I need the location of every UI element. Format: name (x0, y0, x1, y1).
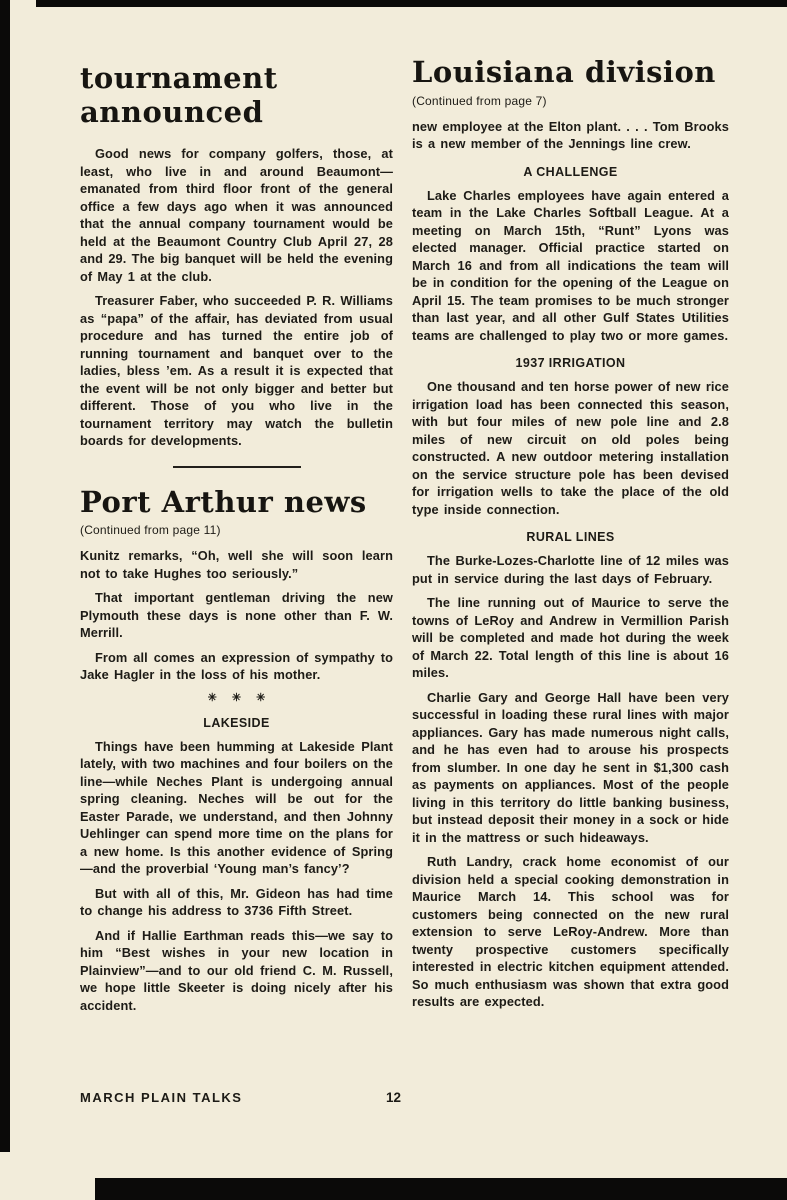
body-paragraph: Ruth Landry, crack home economist of our division held a special cooking demonstration in Maurice March 14. This school was for customers being connected on the new rural extension to serve LeRoy-Andrew. More than twenty prospective customers specifically interested in electric kitchen equipment attended. So much enthusiasm was shown that extra good results are expected. (412, 854, 729, 1010)
body-paragraph: The Burke-Lozes-Charlotte line of 12 miles was put in service during the last days of February. (412, 553, 729, 586)
scan-edge-top (36, 0, 787, 7)
article-louisiana-division (412, 56, 729, 1011)
article-tournament (80, 62, 393, 450)
article-title-port-arthur: Port Arthur news (80, 484, 367, 519)
section-heading-irrigation: 1937 IRRIGATION (515, 356, 626, 371)
subsection-heading-lakeside: LAKESIDE (203, 715, 270, 730)
right-column (412, 56, 729, 1018)
page-number: 12 (385, 1090, 402, 1105)
continued-from-note: (Continued from page 11) (80, 523, 221, 538)
body-paragraph: Lake Charles employees have again entered a team in the Lake Charles Softball League. At a meeting on March 15th, “Runt” Lyons was elected manager. Official practice started on March 16 and from all indications the team will be in condition for the opening of the League on April 15. The team promises to be much stronger than last year, and all other Gulf States Utilities teams are challenged to play two or more games. (412, 187, 729, 343)
article-port-arthur (80, 486, 393, 1015)
left-column (80, 62, 393, 1021)
body-paragraph: Charlie Gary and George Hall have been very successful in loading these rural lines with major appliances. Gary has made numerous night calls, and he has even had to arouse his prospects from slumber. In one day he sent in $1,300 cash as payments on appliances. Most of the people living in this territory do little banking business, but instead deposit their money in a sock or hide it in the mattress or such hideaways. (412, 689, 729, 845)
body-paragraph: And if Hallie Earthman reads this—we say to him “Best wishes in your new location in Plainview”—and to our old friend C. M. Russell, we hope little Skeeter is doing nicely after his accident. (80, 927, 393, 1013)
page-footer (0, 1090, 787, 1110)
body-paragraph: Good news for company golfers, those, at least, who live in and around Beaumont—emanated from third floor front of the general office a few days ago when it was announced that the annual company tournament would be held at the Beaumont Country Club April 27, 28 and 29. The big banquet will be held the evening of May 1 at the club. (80, 146, 393, 284)
body-paragraph: Things have been humming at Lakeside Plant lately, with two machines and four boilers on the line—while Neches Plant is undergoing annual spring cleaning. Neches will be out for the Easter Parade, we understand, and then Johnny Uehlinger can spend more time on the plans for a new home. Is this another evidence of Spring—and the proverbial ‘Young man’s fancy’? (80, 738, 393, 877)
continued-from-note: (Continued from page 7) (412, 93, 547, 108)
body-paragraph: But with all of this, Mr. Gideon has had time to change his address to 3736 Fifth Street. (80, 885, 393, 919)
scan-edge-left (0, 0, 10, 1152)
body-paragraph: new employee at the Elton plant. . . . Tom Brooks is a new member of the Jennings line crew. (412, 118, 729, 152)
article-title-tournament: tournament announced (80, 61, 278, 129)
section-heading-rural-lines: RURAL LINES (526, 530, 615, 545)
body-paragraph: The line running out of Maurice to serve the towns of LeRoy and Andrew in Vermillion Parish will be completed and made hot during the week of March 22. Total length of this line is about 16 miles. (412, 595, 729, 681)
section-heading-challenge: A CHALLENGE (523, 164, 618, 179)
asterisk-separator: ✳ ✳ ✳ (207, 691, 266, 704)
body-paragraph: Treasurer Faber, who succeeded P. R. Williams as “papa” of the affair, has deviated from usual procedure and has turned the entire job of running tournament and banquet over to the ladies, bless ’em. As a result it is expected that the event will be not only bigger and better but different. Those of you who live in the tournament territory may watch the bulletin boards for developments. (80, 293, 393, 449)
scan-edge-bottom (95, 1178, 787, 1200)
publication-name: MARCH PLAIN TALKS (80, 1090, 243, 1105)
article-title-louisiana: Louisiana division (412, 55, 716, 89)
section-divider-rule (173, 466, 301, 468)
body-paragraph: Kunitz remarks, “Oh, well she will soon learn not to take Hughes too seriously.” (80, 548, 393, 581)
body-paragraph: One thousand and ten horse power of new rice irrigation load has been connected this season, with but four miles of new pole line and 2.8 miles of new circuit on old poles being constructed. A new outdoor metering installation on the service structure pole has been devised for irrigation wells to take the place of the old type inside connection. (412, 379, 729, 517)
body-paragraph: That important gentleman driving the new Plymouth these days is none other than F. W. Merrill. (80, 590, 393, 641)
body-paragraph: From all comes an expression of sympathy to Jake Hagler in the loss of his mother. (80, 649, 393, 683)
